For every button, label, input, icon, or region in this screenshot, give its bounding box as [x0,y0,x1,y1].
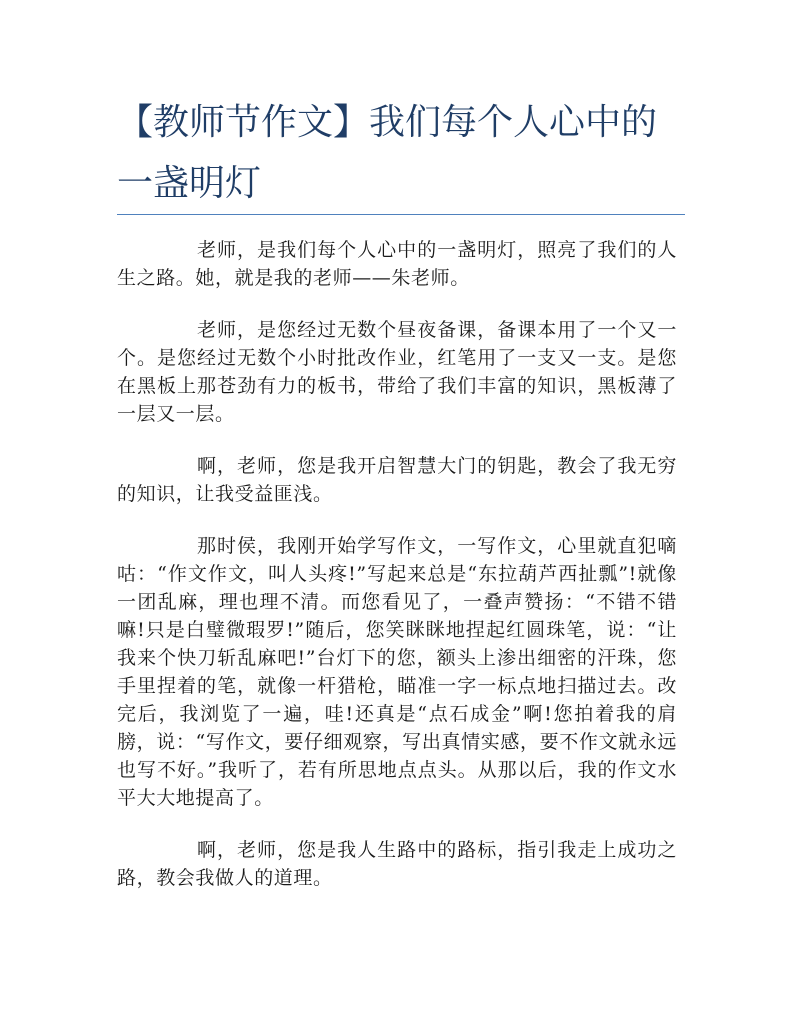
page-title: 【教师节作文】我们每个人心中的一盏明灯 [117,102,658,204]
paragraph-1: 老师，是我们每个人心中的一盏明灯，照亮了我们的人生之路。她，就是我的老师——朱老师。 [117,239,677,289]
paragraph-3: 啊，老师，您是我开启智慧大门的钥匙，教会了我无穷的知识，让我受益匪浅。 [117,455,677,505]
paragraph-4: 那时侯，我刚开始学写作文，一写作文，心里就直犯嘀咕：“作文作文，叫人头疼!”写起来总是“东拉葫芦西扯瓢”!就像一团乱麻，理也理不清。而您看见了，一叠声赞扬：“不错不错嘛!只是白璧微瑕罗!”随后，您笑眯眯地捏起红圆珠笔，说：“让我来个快刀斩乱麻吧!”台灯下的您，额头上渗出细密的汗珠，您手里捏着的笔，就像一杆猎枪，瞄准一字一标点地扫描过去。改完后，我浏览了一遍，哇!还真是“点石成金”啊!您拍着我的肩膀，说：“写作文，要仔细观察，写出真情实感，要不作文就永远也写不好。”我听了，若有所思地点点头。从那以后，我的作文水平大大地提高了。 [117,535,677,809]
paragraph-5: 啊，老师，您是我人生路中的路标，指引我走上成功之路，教会我做人的道理。 [117,839,677,889]
article-body [117,236,677,916]
paragraph-2: 老师，是您经过无数个昼夜备课，备课本用了一个又一个。是您经过无数个小时批改作业，红笔用了一支又一支。是您在黑板上那苍劲有力的板书，带给了我们丰富的知识，黑板薄了一层又一层。 [117,319,677,425]
title-divider [117,214,685,215]
